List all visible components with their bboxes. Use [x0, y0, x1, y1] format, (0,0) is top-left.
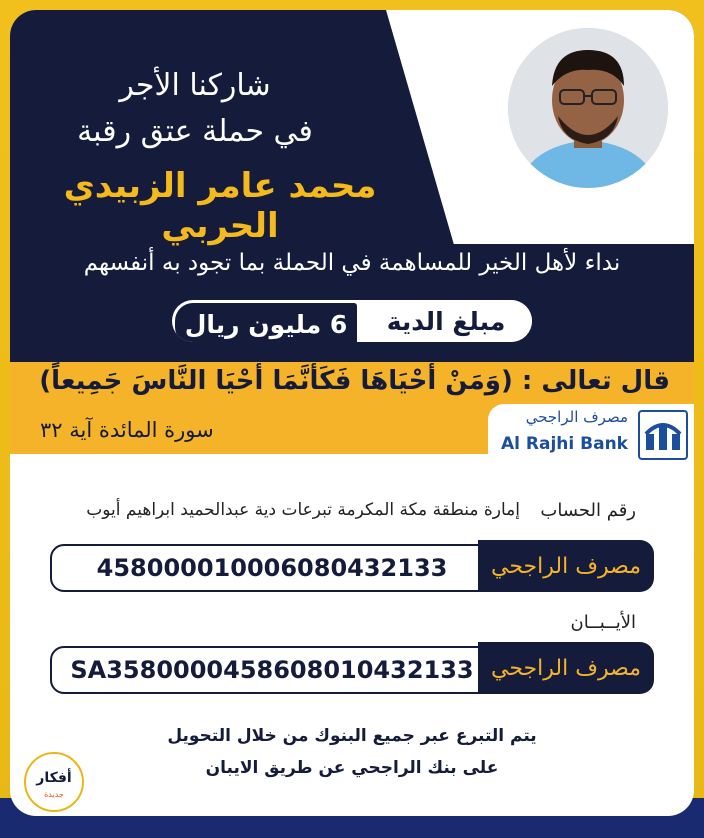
bank-badge: [488, 404, 694, 466]
person-icon: [508, 28, 668, 188]
account-bank-tag: مصرف الراجحي: [478, 540, 654, 592]
person-photo: [508, 28, 668, 188]
diya-value: 6 مليون ريال: [175, 303, 357, 342]
account-number[interactable]: 458000010006080432133: [50, 544, 494, 592]
logo-subtext: جديدة: [44, 790, 64, 799]
logo-text: أفكار: [36, 770, 72, 786]
footer-line1: يتم التبرع عبر جميع البنوك من خلال التحويل: [167, 726, 537, 746]
bank-name-en: Al Rajhi Bank: [501, 434, 628, 454]
quran-verse: قال تعالى : (وَمَنْ أَحْيَاهَا فَكَأَنَّمَا أَحْيَا النَّاسَ جَمِيعاً): [39, 366, 670, 396]
campaign-line2: في حملة عتق رقبة: [77, 114, 313, 149]
donation-card: [10, 10, 694, 816]
bank-name-ar: مصرف الراجحي: [525, 408, 628, 426]
account-description: إمارة منطقة مكة المكرمة تبرعات دية عبدالحميد ابراهيم أيوب: [86, 500, 520, 520]
afkar-logo: [24, 752, 84, 812]
bank-logo-icon: [638, 410, 688, 460]
account-number-row: [50, 540, 654, 592]
appeal-text: نداء لأهل الخير للمساهمة في الحملة بما تجود به أنفسهم: [83, 250, 621, 276]
footer-line2: على بنك الراجحي عن طريق الايبان: [205, 758, 499, 778]
iban-number[interactable]: SA3580000458608010432133: [50, 646, 494, 694]
iban-bank-tag: مصرف الراجحي: [478, 642, 654, 694]
iban-label: الأيــبــان: [570, 612, 636, 633]
account-number-label: رقم الحساب: [540, 500, 636, 521]
iban-row: [50, 642, 654, 694]
person-name: محمد عامر الزبيدي الحربي: [63, 166, 377, 246]
diya-label: مبلغ الدية: [360, 300, 532, 342]
verse-reference: سورة المائدة آية ٣٢: [40, 418, 214, 442]
campaign-line1: شاركنا الأجر: [119, 68, 271, 103]
diya-amount-pill: [172, 300, 532, 342]
